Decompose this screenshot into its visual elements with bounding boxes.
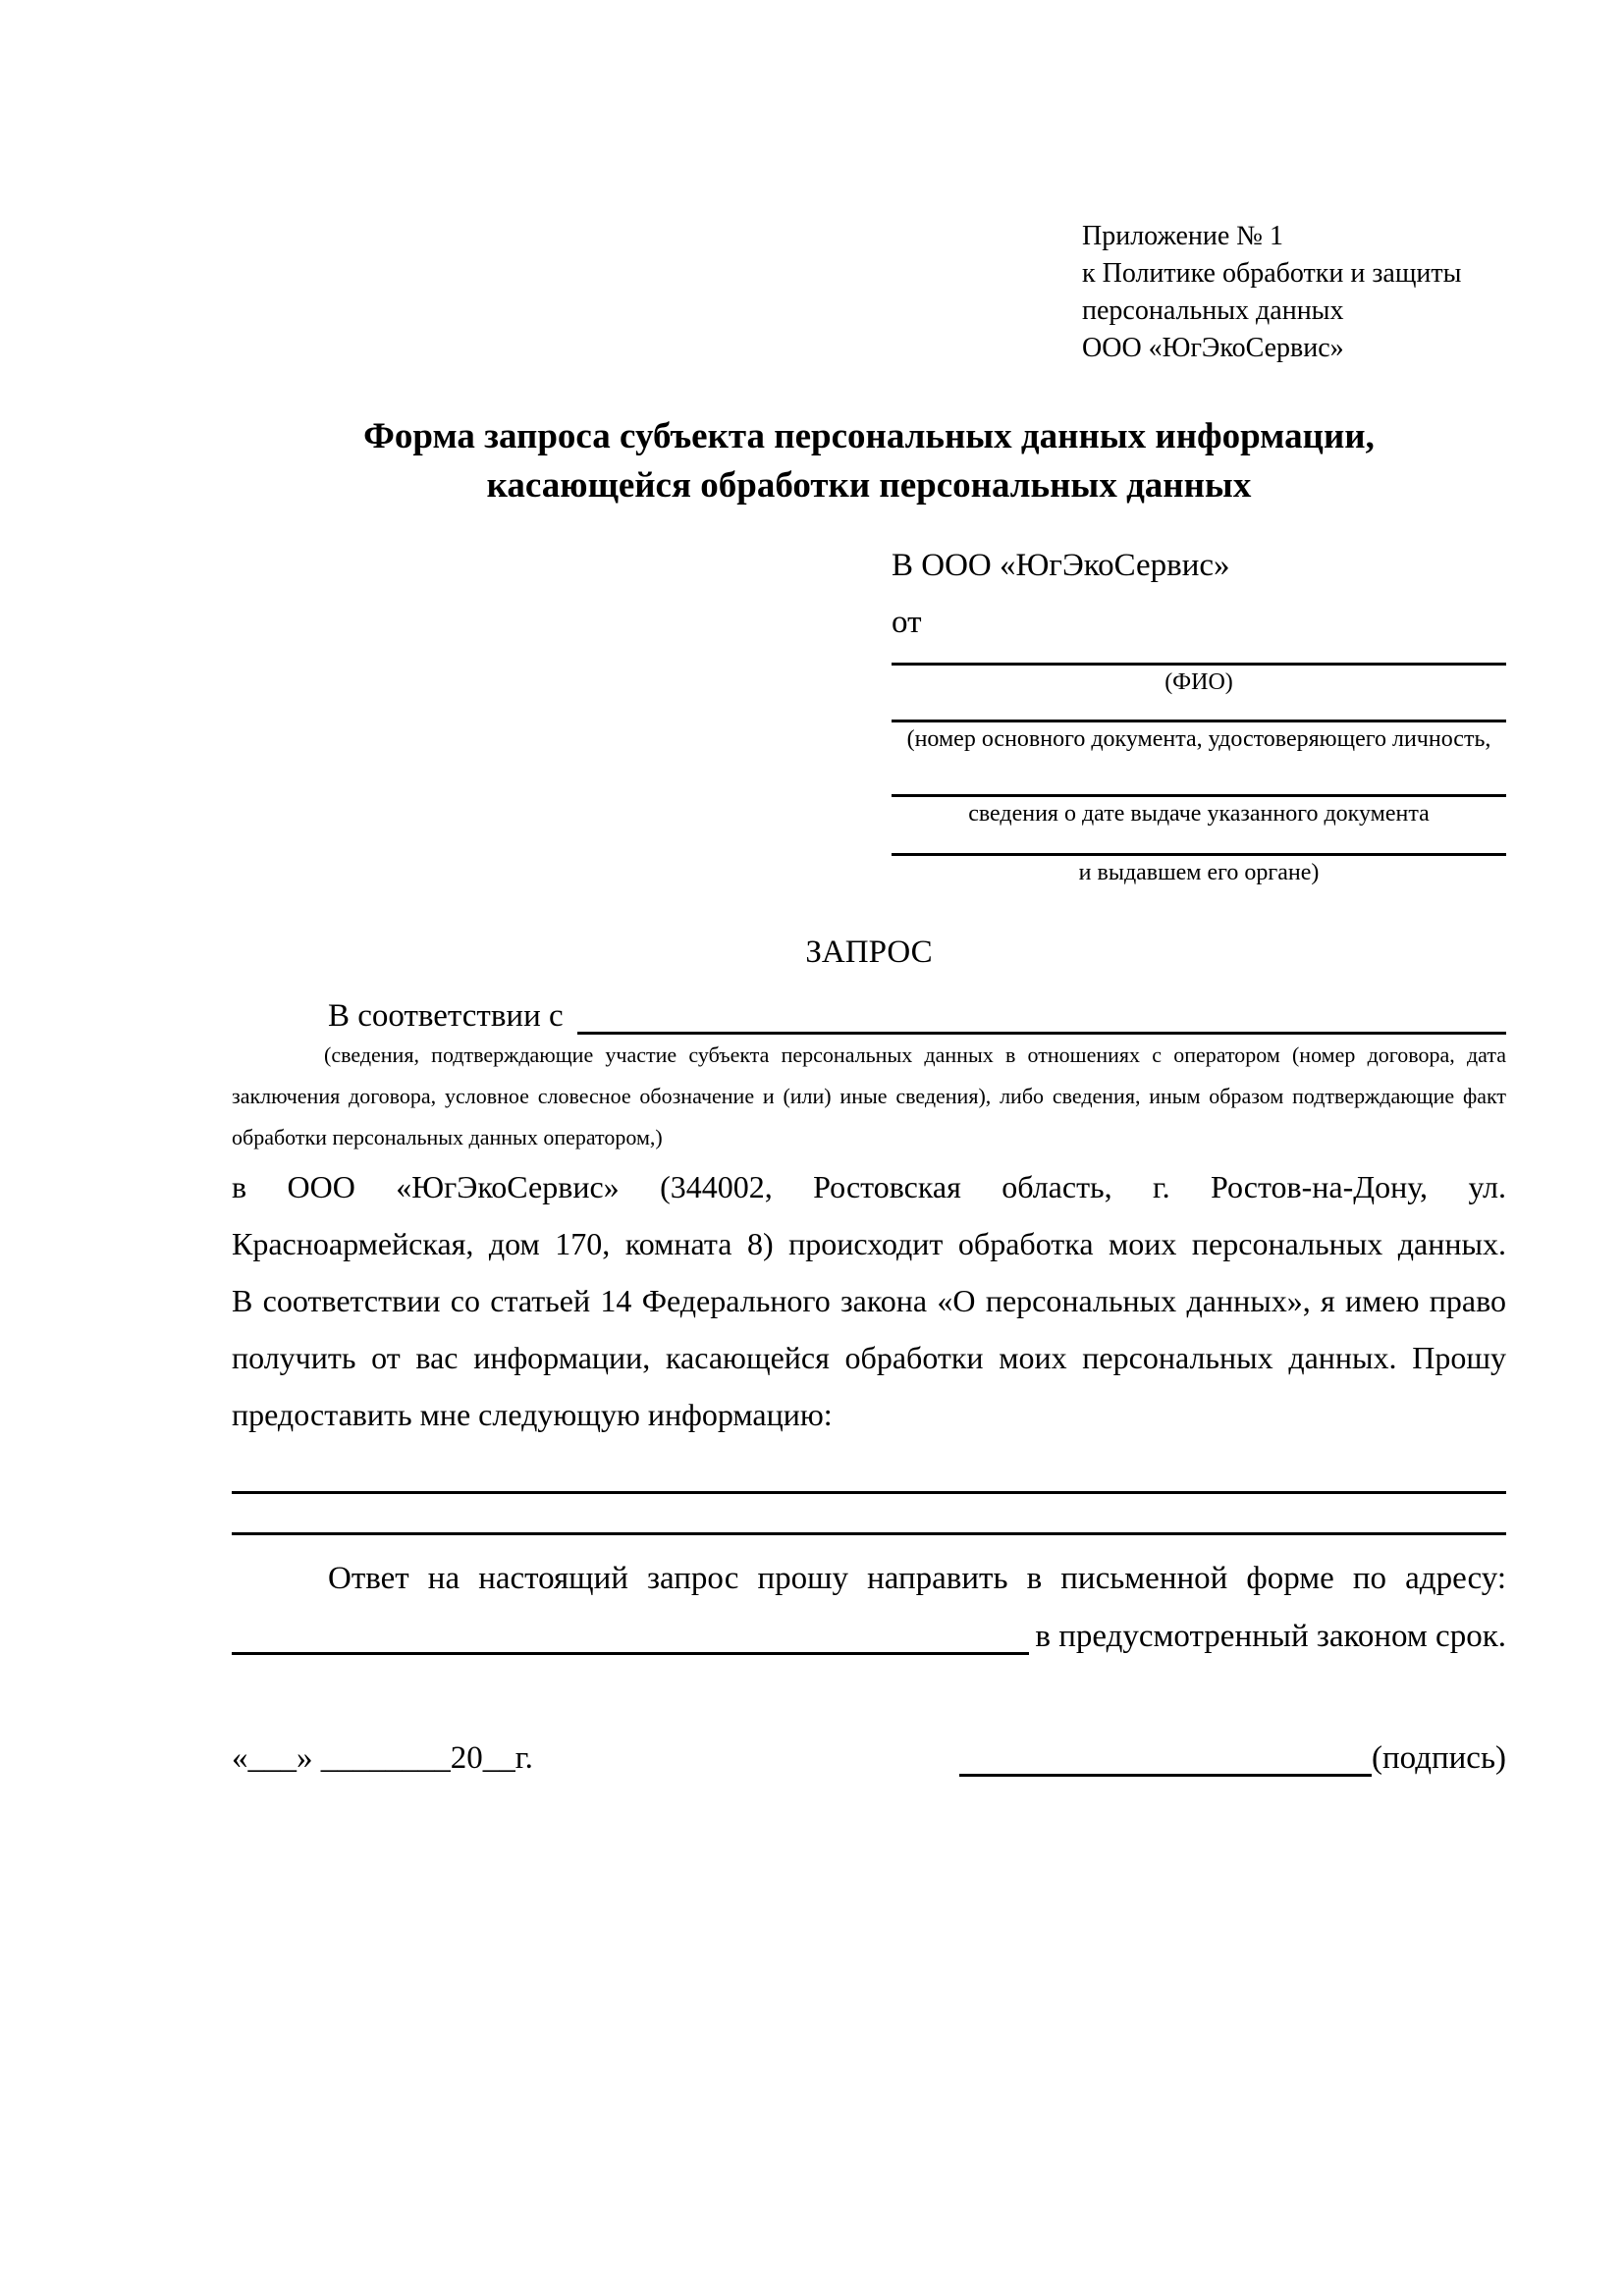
info-request-input-line-1[interactable] (232, 1457, 1506, 1494)
footnote-line-2: заключения договора, условное словесное обозначение и (или) иные сведения), либо сведения, иным образом подтверждающие факт (232, 1084, 1506, 1108)
basis-label: В соответствии с (328, 998, 564, 1034)
signature-caption: (подпись) (1372, 1740, 1506, 1776)
title-line-2: касающейся обработки персональных данных (486, 465, 1252, 506)
address-row (232, 1610, 1506, 1655)
deadline-text: в предусмотренный законом срок. (1035, 1619, 1506, 1654)
appendix-line-2: к Политике обработки и защиты (1082, 258, 1462, 289)
basis-footnote (232, 1035, 1506, 1158)
document-number-field (892, 707, 1506, 754)
document-number-input-line[interactable] (892, 707, 1506, 722)
basis-input-line[interactable] (577, 1001, 1506, 1035)
reply-paragraph: Ответ на настоящий запрос прошу направить в письменной форме по адресу: (328, 1561, 1506, 1596)
signature-input-line[interactable] (959, 1743, 1372, 1777)
address-input-line[interactable] (232, 1622, 1029, 1655)
body-line-2: Красноармейская, дом 170, комната 8) происходит обработка моих персональных данных. (232, 1226, 1506, 1261)
footnote-line-1: (сведения, подтверждающие участие субъекта персональных данных в отношениях с оператором (номер договора, дата (324, 1042, 1506, 1067)
addressee-block (892, 548, 1506, 887)
info-request-input-line-2[interactable] (232, 1494, 1506, 1535)
addressee-from-label: от (892, 605, 922, 640)
request-heading: ЗАПРОС (805, 934, 933, 970)
addressee-to: В ООО «ЮгЭкоСервис» (892, 548, 1230, 583)
issue-date-input-line[interactable] (892, 781, 1506, 797)
issuing-authority-field (892, 840, 1506, 887)
footer-row (232, 1732, 1506, 1777)
title-line-1: Форма запроса субъекта персональных данных информации, (363, 416, 1375, 456)
issue-date-field (892, 781, 1506, 828)
footnote-line-3: обработки персональных данных оператором,) (232, 1125, 663, 1149)
issue-date-caption: сведения о дате выдаче указанного документа (968, 801, 1430, 827)
signature-group (959, 1740, 1506, 1777)
body-line-5: предоставить мне следующую информацию: (232, 1397, 833, 1432)
body-line-1: в ООО «ЮгЭкоСервис» (344002, Ростовская область, г. Ростов-на-Дону, ул. (232, 1169, 1506, 1204)
body-line-4: получить от вас информации, касающейся обработки моих персональных данных. Прошу (232, 1340, 1506, 1375)
appendix-line-4: ООО «ЮгЭкоСервис» (1082, 333, 1344, 363)
body-line-3: В соответствии со статьей 14 Федерального закона «О персональных данных», я имею право (232, 1283, 1506, 1318)
document-title (232, 412, 1506, 510)
date-field[interactable]: «___» ________20__г. (232, 1740, 533, 1776)
fio-field (892, 650, 1506, 697)
appendix-line-3: персональных данных (1082, 295, 1344, 326)
body-paragraph (232, 1158, 1506, 1443)
issuing-authority-input-line[interactable] (892, 840, 1506, 856)
fio-caption: (ФИО) (1164, 669, 1233, 695)
document-number-caption: (номер основного документа, удостоверяющего личность, (906, 726, 1491, 752)
appendix-line-1: Приложение № 1 (1082, 221, 1283, 251)
basis-row (232, 989, 1506, 1035)
fio-input-line[interactable] (892, 650, 1506, 666)
appendix-note (1082, 218, 1506, 367)
issuing-authority-caption: и выдавшем его органе) (1078, 860, 1320, 885)
